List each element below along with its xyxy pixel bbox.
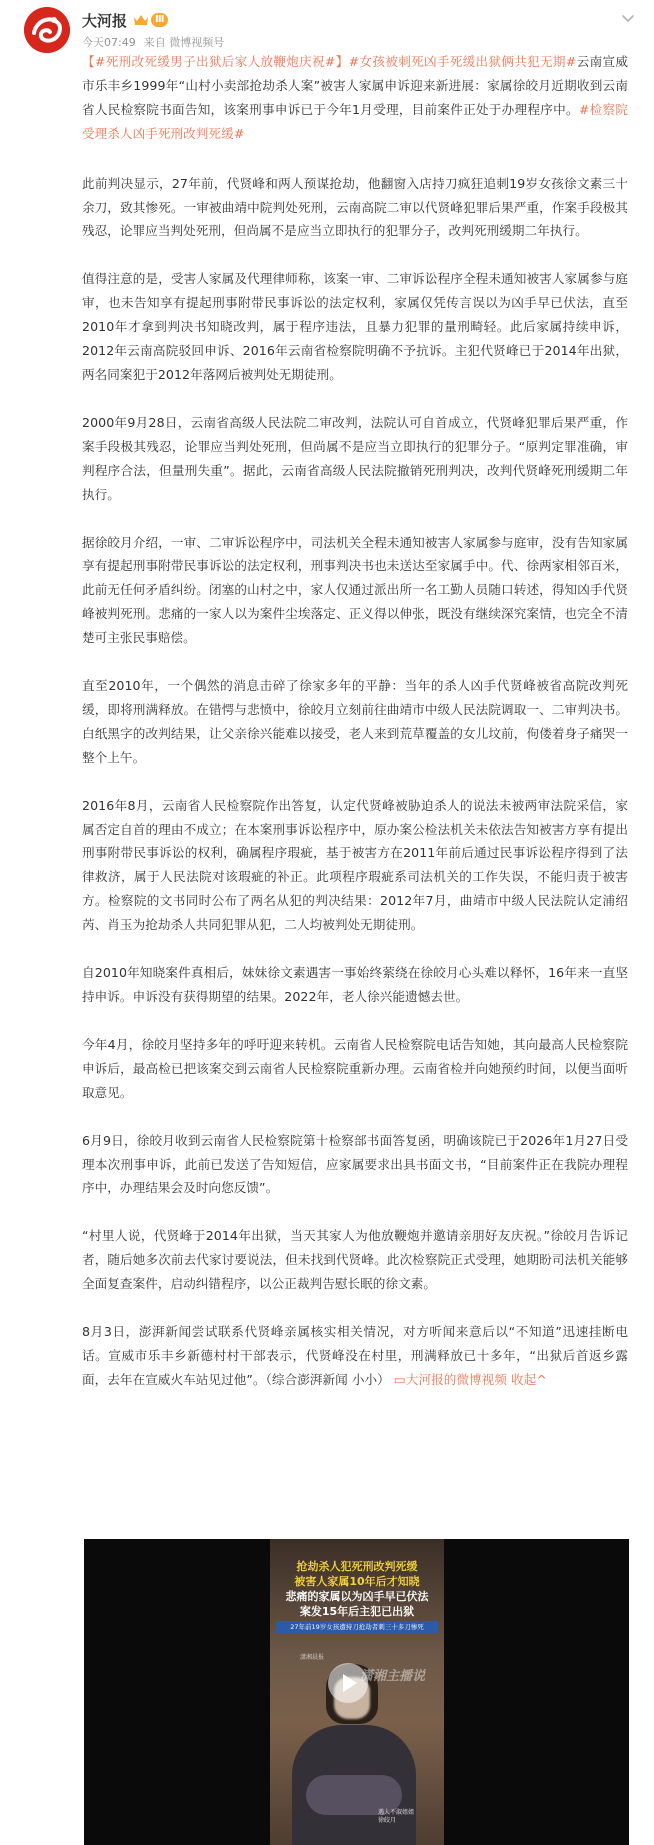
- post-paragraph: 此前判决显示，27年前，代贤峰和两人预谋抢劫，他翻窗入店持刀疯狂追刺19岁女孩徐文素三十余刀，致其惨死。一审被曲靖中院判处死刑，云南高院二审以代贤峰犯罪后果严重，作案手段极其残忍，论罪应当判处死刑，但尚属不是应当立即执行的犯罪分子，改判死刑缓期二年执行。: [82, 175, 628, 239]
- post-meta: [82, 34, 224, 50]
- post-paragraph: [82, 1320, 628, 1392]
- post-paragraph: 6月9日，徐皎月收到云南省人民检察院第十检察部书面答复函，明确该院已于2026年1月27日受理本次刑事申诉，此前已发送了告知短信，应家属要求出具书面文书，“目前案件正在我院办理程序中，办理结果会及时向您反馈”。: [82, 1132, 628, 1196]
- paragraph-text: 8月3日，澎湃新闻尝试联系代贤峰亲属核实相关情况，对方听闻来意后以“不知道”迅速挂断电话。宣威市乐丰乡新德村村干部表示，代贤峰没在村里，刑满释放已十多年，“出狱后首返乡露面，去年在宣威火车站见过他”。（综合澎湃新闻 小小）: [82, 1324, 628, 1387]
- video-caption-line: 徐皎月: [378, 1817, 397, 1824]
- hashtag-link[interactable]: 【#死刑改死缓男子出狱后家人放鞭炮庆祝#】: [82, 54, 349, 69]
- post-paragraph: 自2010年知晓案件真相后，妹妹徐文素遇害一事始终萦绕在徐皎月心头难以释怀，16年来一直坚持申诉。申诉没有获得期望的结果。2022年，老人徐兴能遗憾去世。: [82, 965, 628, 1004]
- video-caption: [378, 1809, 414, 1825]
- post-paragraph: 据徐皎月介绍，一审、二审诉讼程序中，司法机关全程未通知被害人家属参与庭审，没有告知家属享有提起刑事附带民事诉讼的法定权利，刑事判决书也未送达至家属手中。代、徐两家相邻百米，此前无任何矛盾纠纷。闭塞的山村之中，家人仅通过派出所一名工勤人员随口转述，得知凶手代贤峰被判死刑。悲痛的一家人以为案件尘埃落定、正义得以伸张，既没有继续深究案情，也完全不清楚可主张民事赔偿。: [82, 534, 628, 646]
- post-paragraph: 2016年8月，云南省人民检察院作出答复，认定代贤峰被胁迫杀人的说法未被两审法院采信，家属否定自首的理由不成立；在本案刑事诉讼程序中，原办案公检法机关未依法告知被害方享有提出刑事附带民事诉讼的权利，确属程序瑕疵，基于被害方在2011年前后通过民事诉讼程序得到了法律救济，属于人民法院对该瑕疵的补正。此项程序瑕疵系司法机关的工作失误，不能归责于被害方。检察院的文书同时公布了两名从犯的判决结果：2012年7月，曲靖市中级人民法院认定浦绍芮、肖玉为抢劫杀人共同犯罪从犯，二人均被判处无期徒刑。: [82, 797, 628, 933]
- video-channel-logo: 潇湘晨报: [300, 1654, 325, 1661]
- video-title-line: 被害人家属10年后才知晓: [294, 1575, 420, 1588]
- video-title-overlay: [270, 1559, 444, 1619]
- post-source[interactable]: 来自 微博视频号: [143, 36, 225, 49]
- vip-badge[interactable]: [133, 13, 168, 27]
- avatar[interactable]: [24, 7, 70, 53]
- post-paragraph: 值得注意的是，受害人家属及代理律师称，该案一审、二审诉讼程序全程未通知被害人家属参与庭审，也未告知享有提起刑事附带民事诉讼的法定权利，家属仅凭传言误以为凶手早已伏法，直至2010年才拿到判决书知晓改判，属于程序违法，且暴力犯罪的量刑畸轻。此后家属持续申诉，2012年云南高院驳回申诉、2016年云南省检察院明确不予抗诉。主犯代贤峰已于2014年出狱，两名同案犯于2012年落网后被判处无期徒刑。: [82, 271, 628, 382]
- chevron-down-icon[interactable]: [620, 10, 636, 26]
- author-name[interactable]: 大河报: [82, 11, 128, 30]
- post-paragraph: [82, 50, 628, 146]
- crown-icon: [133, 13, 149, 27]
- collapse-label: 收起: [511, 1371, 537, 1387]
- weibo-video-link[interactable]: [394, 1372, 507, 1387]
- post-time: 今天07:49: [82, 36, 136, 49]
- chevron-up-icon: ^: [536, 1371, 547, 1387]
- video-title-line: 悲痛的家属以为凶手早已伏法: [285, 1590, 429, 1603]
- post-header: [0, 0, 654, 54]
- video-watermark: 潇湘主播说: [360, 1669, 426, 1684]
- level-badge: Ⅲ: [151, 13, 168, 27]
- video-icon: ▭: [393, 1371, 406, 1387]
- post-paragraph: “村里人说，代贤峰于2014年出狱，当天其家人为他放鞭炮并邀请亲朋好友庆祝。”徐皎月告诉记者，随后她多次前去代家讨要说法，但未找到代贤峰。此次检察院正式受理，她期盼司法机关能够全面复查案件，启动纠错程序，以公正裁判告慰长眠的徐文素。: [82, 1228, 628, 1292]
- hashtag-link[interactable]: #检察院受理杀人凶手死刑改判死缓#: [82, 101, 628, 141]
- video-caption-line: 遇人不淑姐姐: [378, 1809, 415, 1816]
- post-paragraph: 今年4月，徐皎月坚持多年的呼吁迎来转机。云南省人民检察院电话告知她，其向最高人民检察院申诉后，最高检已把该案交到云南省人民检察院重新办理。云南省检并向她预约时间，以便当面听取意见。: [82, 1036, 628, 1100]
- video-title-line: 案发15年后主犯已出狱: [299, 1605, 415, 1618]
- video-subtitle-bar: 27年前19岁女孩遭持刀抢劫者刺三十多刀惨死: [276, 1621, 438, 1633]
- post-paragraph: 2000年9月28日，云南省高级人民法院二审改判，法院认可自首成立，代贤峰犯罪后果严重，作案手段极其残忍，论罪应当判处死刑，但尚属不是应当立即执行的犯罪分子。“原判定罪准确，审判程序合法，但量刑失重”。据此，云南省高级人民法院撤销死刑判决，改判代贤峰死刑缓期二年执行。: [82, 414, 628, 502]
- video-player[interactable]: [84, 1539, 629, 1845]
- post-body: [82, 50, 628, 1416]
- paragraph-text: 云南宣威市乐丰乡1999年“山村小卖部抢劫杀人案”被害人家属申诉迎来新进展：家属徐皎月近期收到云南省人民检察院书面告知，该案刑事申诉已于今年1月受理，目前案件正处于办理程序中。: [82, 54, 628, 117]
- video-title-line: 抢劫杀人犯死刑改判死缓: [296, 1560, 418, 1573]
- dahebao-logo-icon: [24, 7, 70, 53]
- post-paragraph: 直至2010年，一个偶然的消息击碎了徐家多年的平静：当年的杀人凶手代贤峰被省高院改判死缓，即将刑满释放。在错愕与悲愤中，徐皎月立刻前往曲靖市中级人民法院调取一、二审判决书。白纸黑字的改判结果，让父亲徐兴能难以接受，老人来到荒草覆盖的女儿坟前，佝偻着身子痛哭一整个上午。: [82, 678, 628, 765]
- hashtag-link[interactable]: #女孩被刺死凶手死缓出狱俩共犯无期#: [348, 54, 577, 69]
- collapse-link[interactable]: [511, 1372, 547, 1387]
- video-link-label: 大河报的微博视频: [405, 1371, 507, 1387]
- video-frame[interactable]: [270, 1539, 444, 1845]
